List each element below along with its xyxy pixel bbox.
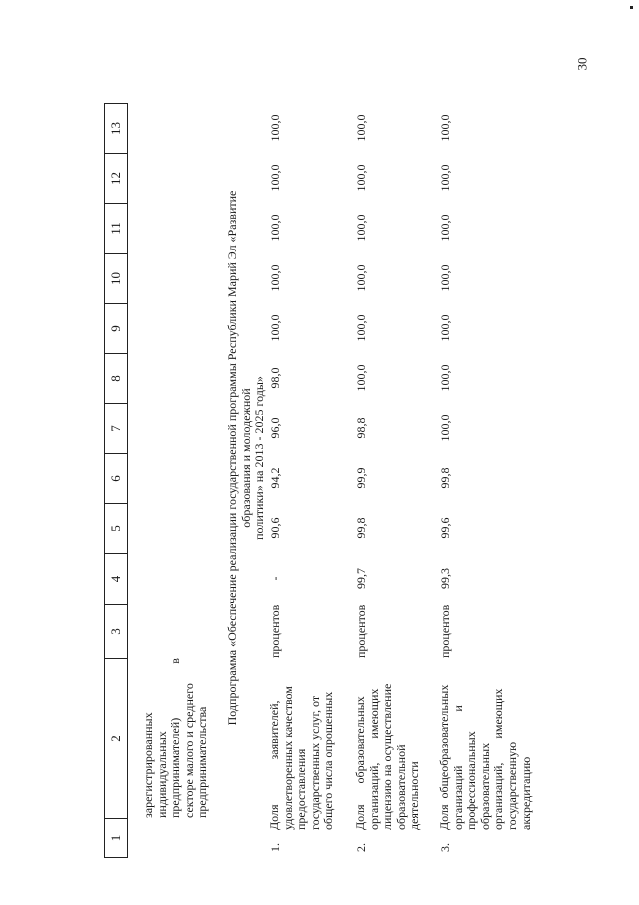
value-cell: 99,7 [354,568,368,589]
subprogram-line: Подпрограмма «Обеспечение реализации государственной программы Республики Марий Эл «Развитие образования и молодежной [225,190,253,726]
header-col: 12 [104,153,128,203]
page-number: 30 [574,57,590,71]
value-cell: 100,0 [354,264,368,292]
value-cell: 100,0 [438,114,452,142]
indicator-name [438,640,533,830]
rotated-table [104,78,634,858]
indicator-name [354,640,422,830]
unit: процентов [438,604,452,658]
indicator-line: аккредитацию [518,756,533,830]
subprogram-title [226,158,267,758]
header-col: 7 [104,403,128,453]
header-col: 1 [104,818,128,858]
indicator-line: образовательных [477,742,492,830]
value-cell: - [268,576,282,581]
continuation-line: секторе малого и среднего [181,683,196,818]
indicator-line: Доля образовательных [353,696,367,830]
indicator-line: государственную [504,741,519,830]
value-cell: 94,2 [268,467,282,489]
indicator-line: государственных услуг, от [307,695,322,830]
indicator-line: лицензию на осуществление [380,683,395,830]
row-number: 2. [354,843,368,852]
indicator-line: общего числа опрошенных [321,691,336,830]
indicator-line: Доля общеобразовательных [437,684,451,830]
subprogram-line: политики» на 2013 - 2025 годы» [252,376,267,540]
continuation-line: индивидуальных [154,731,169,818]
value-cell: 90,6 [268,517,282,539]
continuation-line: предпринимателей) в [168,658,183,818]
header-col: 3 [104,604,128,658]
indicator-line: организаций, имеющих [366,688,381,830]
value-cell: 100,0 [354,114,368,142]
unit: процентов [354,604,368,658]
indicator-line: предоставления [294,748,309,830]
value-cell: 100,0 [354,314,368,342]
value-cell: 98,0 [268,367,282,389]
value-cell: 99,9 [354,467,368,489]
value-cell: 100,0 [438,214,452,242]
value-cell: 99,8 [354,517,368,539]
corner-mark [630,6,633,9]
value-cell: 96,0 [268,417,282,439]
value-cell: 100,0 [438,314,452,342]
value-cell: 99,3 [438,568,452,589]
indicator-name [268,640,336,830]
header-col: 13 [104,103,128,153]
row-number: 3. [438,843,452,852]
continuation-line: предпринимательства [195,706,210,818]
header-col: 9 [104,303,128,353]
unit: процентов [268,604,282,658]
continuation-line: зарегистрированных [141,712,155,818]
value-cell: 99,8 [438,467,452,489]
header-col: 11 [104,203,128,253]
value-cell: 100,0 [268,214,282,242]
indicator-line: организаций, имеющих [491,688,506,830]
value-cell: 100,0 [268,164,282,192]
value-cell: 100,0 [268,114,282,142]
value-cell: 99,6 [438,517,452,539]
continuation-cell [142,658,210,818]
row-number: 1. [268,843,282,852]
indicator-line: Доля заявителей, [267,700,281,830]
indicator-line: профессиональных [464,731,479,830]
value-cell: 100,0 [268,314,282,342]
header-col: 10 [104,253,128,303]
indicator-line: организаций и [450,705,465,830]
value-cell: 100,0 [354,164,368,192]
header-col: 2 [104,658,128,818]
indicator-line: образовательной [393,744,408,830]
value-cell: 100,0 [354,364,368,392]
value-cell: 100,0 [438,364,452,392]
header-col: 6 [104,453,128,503]
value-cell: 100,0 [438,414,452,442]
header-col: 8 [104,353,128,403]
header-col: 5 [104,503,128,553]
value-cell: 98,8 [354,417,368,439]
indicator-line: деятельности [407,761,422,830]
indicator-line: удовлетворенных качеством [280,686,295,830]
value-cell: 100,0 [438,264,452,292]
value-cell: 100,0 [438,164,452,192]
header-col: 4 [104,553,128,604]
value-cell: 100,0 [268,264,282,292]
value-cell: 100,0 [354,214,368,242]
